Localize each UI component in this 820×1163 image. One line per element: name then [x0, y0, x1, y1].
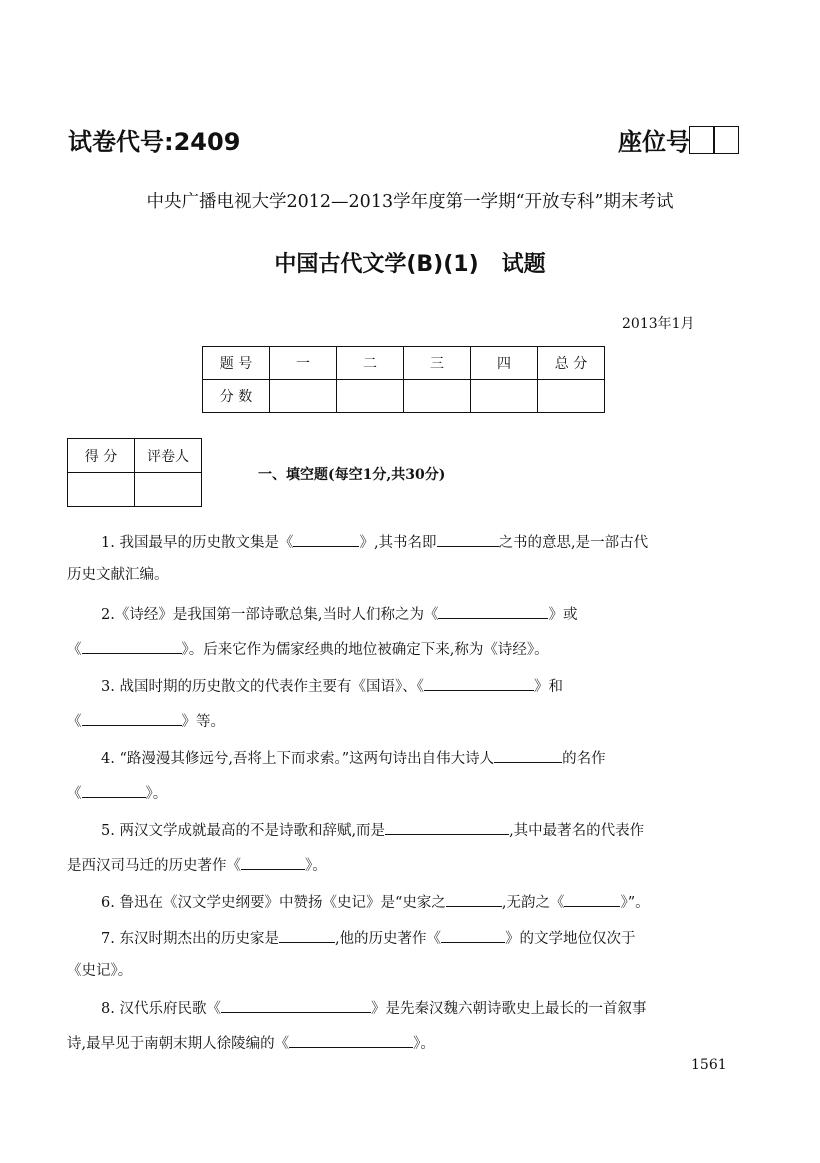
answer-blank[interactable]: [82, 784, 146, 798]
page-number: 1561: [691, 1057, 727, 1073]
answer-blank[interactable]: [82, 640, 182, 654]
grader-score-label: 得 分: [68, 439, 135, 473]
grader-score-input[interactable]: [68, 473, 135, 507]
answer-blank[interactable]: [424, 677, 534, 691]
q7-text: 》的文学地位仅次于: [505, 931, 636, 947]
answer-blank[interactable]: [564, 893, 620, 907]
q8-text: 》是先秦汉魏六朝诗歌史上最长的一首叙事: [370, 1001, 647, 1017]
question-5-cont: [67, 856, 327, 874]
q5-text: 是西汉司马迁的历史著作《: [67, 858, 241, 874]
question-8-cont: [67, 1034, 435, 1052]
q3-text: 《: [67, 714, 82, 730]
answer-blank[interactable]: [241, 856, 305, 870]
grader-table: [67, 438, 202, 507]
answer-blank[interactable]: [494, 749, 562, 763]
q1-text: 》,其书名即: [359, 535, 437, 551]
question-7: [67, 929, 636, 947]
score-cell-4: 四: [471, 347, 538, 380]
q8-text: 8. 汉代乐府民歌《: [101, 1001, 221, 1017]
answer-blank[interactable]: [289, 1034, 413, 1048]
question-1: [67, 533, 648, 551]
q2-text: 》或: [548, 607, 578, 623]
question-6: [67, 893, 650, 911]
score-cell-3: 三: [404, 347, 471, 380]
question-4-cont: [67, 784, 167, 802]
q2-text: 》。后来它作为儒家经典的地位被确定下来,称为《诗经》。: [181, 642, 549, 658]
score-cell-label: 题 号: [203, 347, 270, 380]
answer-blank[interactable]: [82, 712, 182, 726]
grader-value-row: [68, 473, 202, 507]
score-cell-2: 二: [337, 347, 404, 380]
score-table-value-row: [203, 380, 605, 413]
score-input[interactable]: [270, 380, 337, 413]
q7-text: ,他的历史著作《: [334, 931, 442, 947]
score-input[interactable]: [471, 380, 538, 413]
seat-number: [618, 122, 739, 157]
question-3: [67, 677, 563, 695]
school-line: 中央广播电视大学2012—2013学年度第一学期“开放专科”期末考试: [146, 192, 674, 212]
question-2: [67, 605, 577, 623]
score-cell-1: 一: [270, 347, 337, 380]
score-row-label: 分 数: [203, 380, 270, 413]
q7-text: 《史记》。: [67, 963, 133, 979]
answer-blank[interactable]: [437, 533, 499, 547]
q6-text: ,无韵之《: [501, 895, 565, 911]
answer-blank[interactable]: [385, 821, 509, 835]
answer-blank[interactable]: [446, 893, 502, 907]
q3-text: 3. 战国时期的历史散文的代表作主要有《国语》、《: [101, 679, 424, 695]
q6-text: 6. 鲁迅在《汉文学史纲要》中赞扬《史记》是“史家之: [101, 895, 446, 911]
seat-label: 座位号: [618, 128, 690, 156]
q5-text: 》。: [305, 858, 327, 874]
question-1-cont: [67, 568, 169, 583]
score-table: [202, 346, 605, 413]
q1-text: 之书的意思,是一部古代: [498, 535, 649, 551]
answer-blank[interactable]: [293, 533, 359, 547]
section-title: 一、填空题(每空1分,共30分): [258, 467, 446, 483]
answer-blank[interactable]: [279, 929, 335, 943]
score-input[interactable]: [538, 380, 605, 413]
score-input[interactable]: [404, 380, 471, 413]
q8-text: 》。: [413, 1036, 435, 1052]
question-4: [67, 749, 606, 767]
q2-text: 2.《诗经》是我国第一部诗歌总集,当时人们称之为《: [101, 607, 439, 623]
seat-box[interactable]: [713, 126, 739, 154]
q4-text: 》。: [145, 786, 168, 802]
grader-reviewer-input[interactable]: [135, 473, 202, 507]
q4-text: 《: [67, 786, 82, 802]
answer-blank[interactable]: [438, 605, 548, 619]
q1-text: 历史文献汇编。: [67, 567, 169, 583]
q2-text: 《: [67, 642, 82, 658]
answer-blank[interactable]: [441, 929, 505, 943]
score-table-header-row: [203, 347, 605, 380]
question-2-cont: [67, 640, 549, 658]
score-input[interactable]: [337, 380, 404, 413]
q7-text: 7. 东汉时期杰出的历史家是: [101, 931, 279, 947]
q8-text: 诗,最早见于南朝末期人徐陵编的《: [67, 1036, 290, 1052]
q3-text: 》和: [533, 679, 563, 695]
q5-text: 5. 两汉文学成就最高的不是诗歌和辞赋,而是: [101, 823, 386, 839]
paper-code: 试卷代号:2409: [68, 128, 241, 156]
score-cell-total: 总 分: [538, 347, 605, 380]
q1-text: 1. 我国最早的历史散文集是《: [101, 535, 294, 551]
q3-text: 》等。: [181, 714, 225, 730]
grader-reviewer-label: 评卷人: [135, 439, 202, 473]
q6-text: 》”。: [620, 895, 650, 911]
q4-text: 的名作: [562, 751, 606, 767]
question-3-cont: [67, 712, 225, 730]
exam-title: 中国古代文学(B)(1) 试题: [274, 252, 546, 277]
answer-blank[interactable]: [221, 999, 371, 1013]
q5-text: ,其中最著名的代表作: [509, 823, 645, 839]
question-5: [67, 821, 644, 839]
question-7-cont: [67, 964, 132, 979]
exam-date: 2013年1月: [622, 316, 695, 332]
q4-text: 4. “路漫漫其修远兮,吾将上下而求索。”这两句诗出自伟大诗人: [101, 751, 495, 767]
seat-box[interactable]: [689, 126, 715, 154]
question-8: [67, 999, 646, 1017]
grader-header-row: [68, 439, 202, 473]
